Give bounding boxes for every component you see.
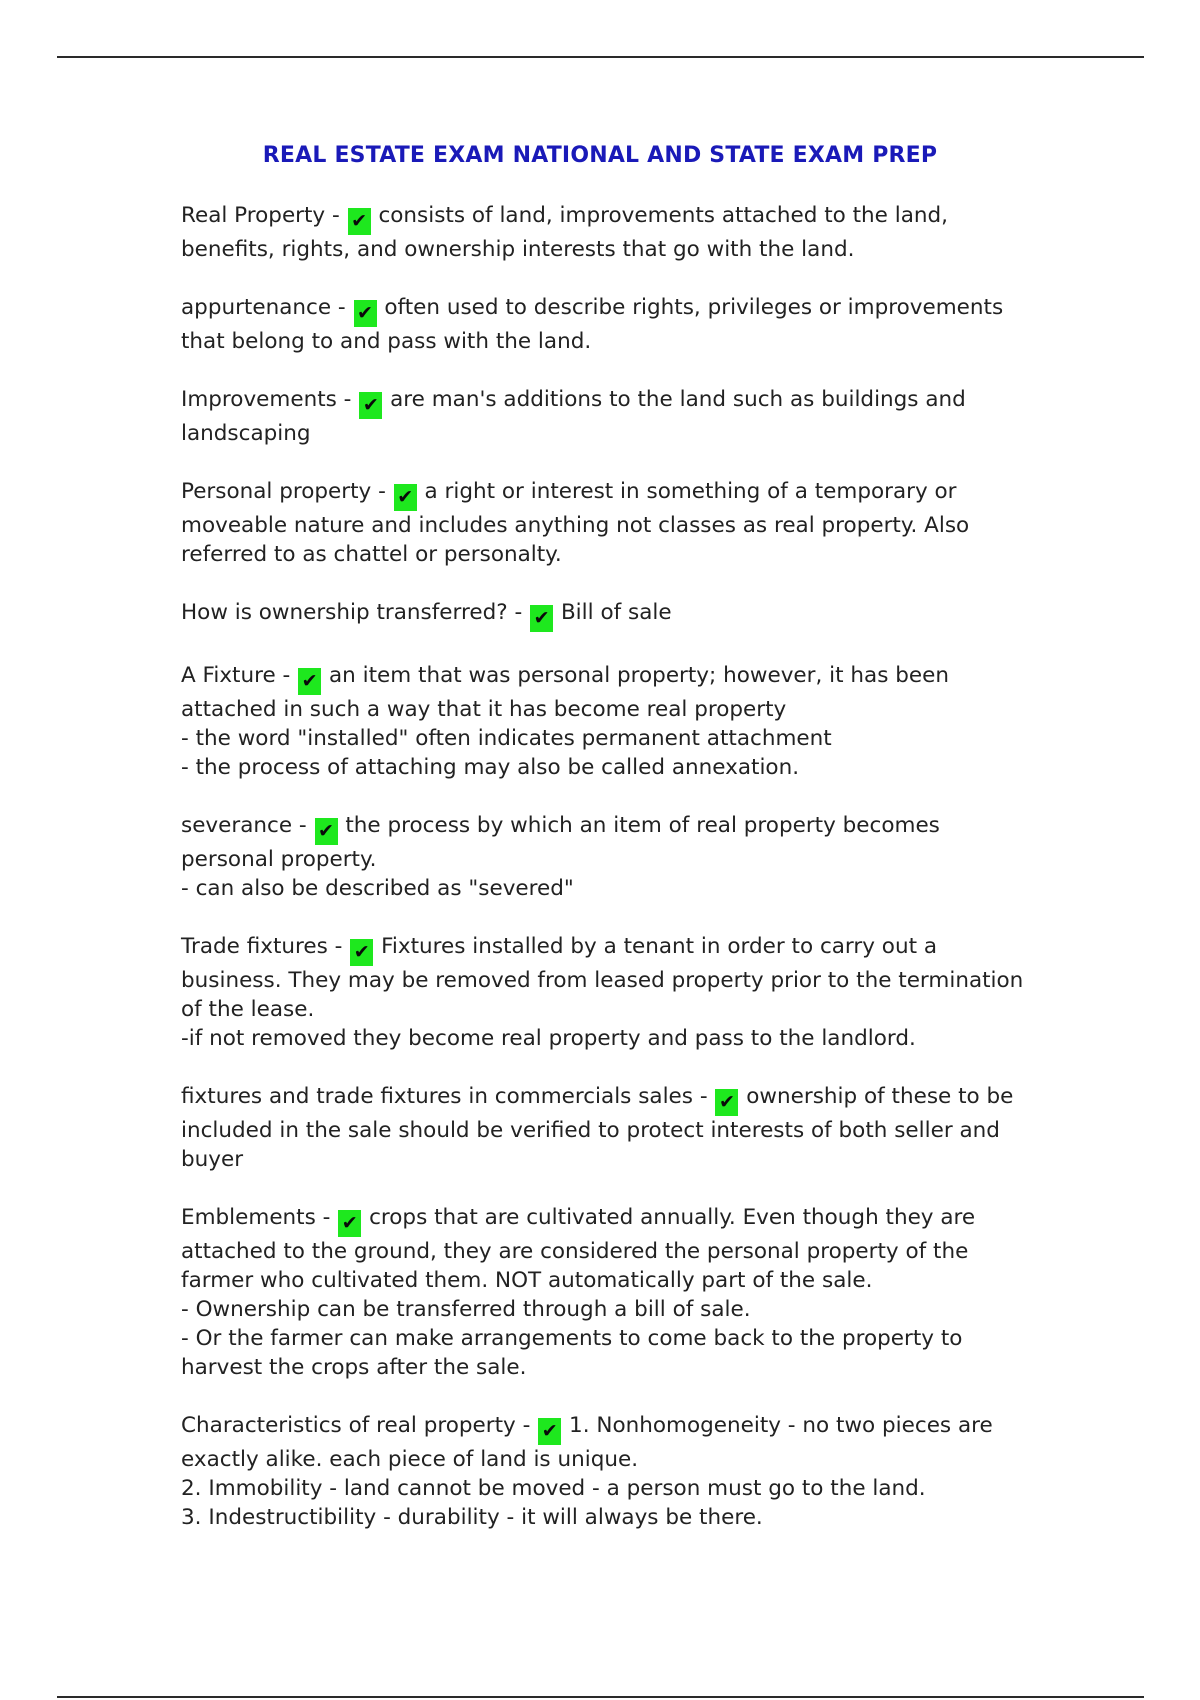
checkmark-icon: ✔: [530, 605, 553, 632]
term-entry: [181, 932, 1031, 1053]
definition-text: moveable nature and includes anything not classes as real property. Also: [181, 513, 970, 538]
definition-text: consists of land, improvements attached to the land,: [378, 203, 949, 228]
definition-text: landscaping: [181, 421, 311, 446]
entry-line: [181, 293, 1031, 327]
term-label: Emblements -: [181, 1205, 331, 1230]
definition-text: the process by which an item of real property becomes: [345, 813, 940, 838]
definition-text: business. They may be removed from leased property prior to the termination: [181, 968, 1024, 993]
definition-text: of the lease.: [181, 997, 315, 1022]
definition-text: ownership of these to be: [746, 1084, 1014, 1109]
entry-line: [181, 1353, 1031, 1382]
entry-line: [181, 201, 1031, 235]
checkmark-icon: ✔: [338, 1210, 361, 1237]
definition-text: crops that are cultivated annually. Even though they are: [369, 1205, 976, 1230]
definition-text: attached to the ground, they are considered the personal property of the: [181, 1239, 969, 1264]
definition-text: - the process of attaching may also be called annexation.: [181, 755, 800, 780]
checkmark-icon: ✔: [348, 208, 371, 235]
entry-line: [181, 1411, 1031, 1445]
entry-line: [181, 995, 1031, 1024]
checkmark-icon: ✔: [359, 392, 382, 419]
definition-text: - can also be described as "severed": [181, 876, 574, 901]
entry-line: [181, 753, 1031, 782]
term-label: Personal property -: [181, 479, 386, 504]
definition-text: - Or the farmer can make arrangements to come back to the property to: [181, 1326, 963, 1351]
checkmark-icon: ✔: [315, 818, 338, 845]
checkmark-icon: ✔: [715, 1089, 738, 1116]
entry-line: [181, 724, 1031, 753]
entry-line: [181, 1082, 1031, 1116]
term-entry: [181, 811, 1031, 903]
definition-text: exactly alike. each piece of land is unique.: [181, 1447, 639, 1472]
definition-text: farmer who cultivated them. NOT automatically part of the sale.: [181, 1268, 873, 1293]
checkmark-icon: ✔: [354, 300, 377, 327]
page-title: REAL ESTATE EXAM NATIONAL AND STATE EXAM PREP: [262, 143, 938, 168]
definition-text: - Ownership can be transferred through a bill of sale.: [181, 1297, 751, 1322]
entry-line: [181, 966, 1031, 995]
entry-line: [181, 1474, 1031, 1503]
checkmark-icon: ✔: [538, 1418, 561, 1445]
entry-line: [181, 1203, 1031, 1237]
definition-text: Fixtures installed by a tenant in order to carry out a: [381, 934, 938, 959]
entry-line: [181, 385, 1031, 419]
term-entry: [181, 1411, 1031, 1532]
term-entry: [181, 201, 1031, 264]
term-entry: [181, 661, 1031, 782]
definition-text: Bill of sale: [560, 600, 672, 625]
entry-line: [181, 811, 1031, 845]
term-entry: [181, 598, 1031, 632]
term-entry: [181, 293, 1031, 356]
definition-text: that belong to and pass with the land.: [181, 329, 592, 354]
entry-line: [181, 598, 1031, 632]
definition-text: are man's additions to the land such as buildings and: [390, 387, 966, 412]
entry-line: [181, 1237, 1031, 1266]
definition-text: a right or interest in something of a temporary or: [424, 479, 957, 504]
definition-text: 1. Nonhomogeneity - no two pieces are: [569, 1413, 993, 1438]
term-label: Real Property -: [181, 203, 340, 228]
entry-line: [181, 511, 1031, 540]
definition-text: an item that was personal property; however, it has been: [328, 663, 949, 688]
term-label: Characteristics of real property -: [181, 1413, 531, 1438]
top-rule: [57, 56, 1144, 58]
definition-text: often used to describe rights, privileges or improvements: [384, 295, 1004, 320]
definition-text: benefits, rights, and ownership interests that go with the land.: [181, 237, 855, 262]
definition-text: - the word "installed" often indicates permanent attachment: [181, 726, 832, 751]
entry-line: [181, 695, 1031, 724]
entry-line: [181, 874, 1031, 903]
entry-line: [181, 477, 1031, 511]
entry-line: [181, 1295, 1031, 1324]
entry-line: [181, 1024, 1031, 1053]
checkmark-icon: ✔: [350, 939, 373, 966]
entry-line: [181, 327, 1031, 356]
entry-line: [181, 1503, 1031, 1532]
term-entry: [181, 1082, 1031, 1174]
definition-text: personal property.: [181, 847, 377, 872]
term-label: Trade fixtures -: [181, 934, 343, 959]
definition-text: buyer: [181, 1147, 244, 1172]
definition-text: referred to as chattel or personalty.: [181, 542, 562, 567]
bottom-rule: [57, 1696, 1144, 1698]
entry-line: [181, 845, 1031, 874]
definition-text: attached in such a way that it has become real property: [181, 697, 787, 722]
definition-text: harvest the crops after the sale.: [181, 1355, 527, 1380]
entry-line: [181, 235, 1031, 264]
definition-text: 2. Immobility - land cannot be moved - a person must go to the land.: [181, 1476, 926, 1501]
term-label: A Fixture -: [181, 663, 291, 688]
term-entry: [181, 1203, 1031, 1382]
definition-text: included in the sale should be verified to protect interests of both seller and: [181, 1118, 1000, 1143]
term-label: severance -: [181, 813, 307, 838]
entry-line: [181, 1445, 1031, 1474]
term-label: Improvements -: [181, 387, 352, 412]
entry-line: [181, 932, 1031, 966]
entry-line: [181, 1145, 1031, 1174]
entry-line: [181, 1116, 1031, 1145]
term-entry: [181, 477, 1031, 569]
entry-line: [181, 540, 1031, 569]
flashcard-list: [181, 201, 1031, 1561]
entry-line: [181, 419, 1031, 448]
entry-line: [181, 1266, 1031, 1295]
term-label: fixtures and trade fixtures in commercials sales -: [181, 1084, 708, 1109]
entry-line: [181, 1324, 1031, 1353]
checkmark-icon: ✔: [298, 668, 321, 695]
term-label: How is ownership transferred? -: [181, 600, 523, 625]
definition-text: -if not removed they become real property and pass to the landlord.: [181, 1026, 916, 1051]
definition-text: 3. Indestructibility - durability - it will always be there.: [181, 1505, 763, 1530]
checkmark-icon: ✔: [394, 484, 417, 511]
term-label: appurtenance -: [181, 295, 346, 320]
term-entry: [181, 385, 1031, 448]
entry-line: [181, 661, 1031, 695]
